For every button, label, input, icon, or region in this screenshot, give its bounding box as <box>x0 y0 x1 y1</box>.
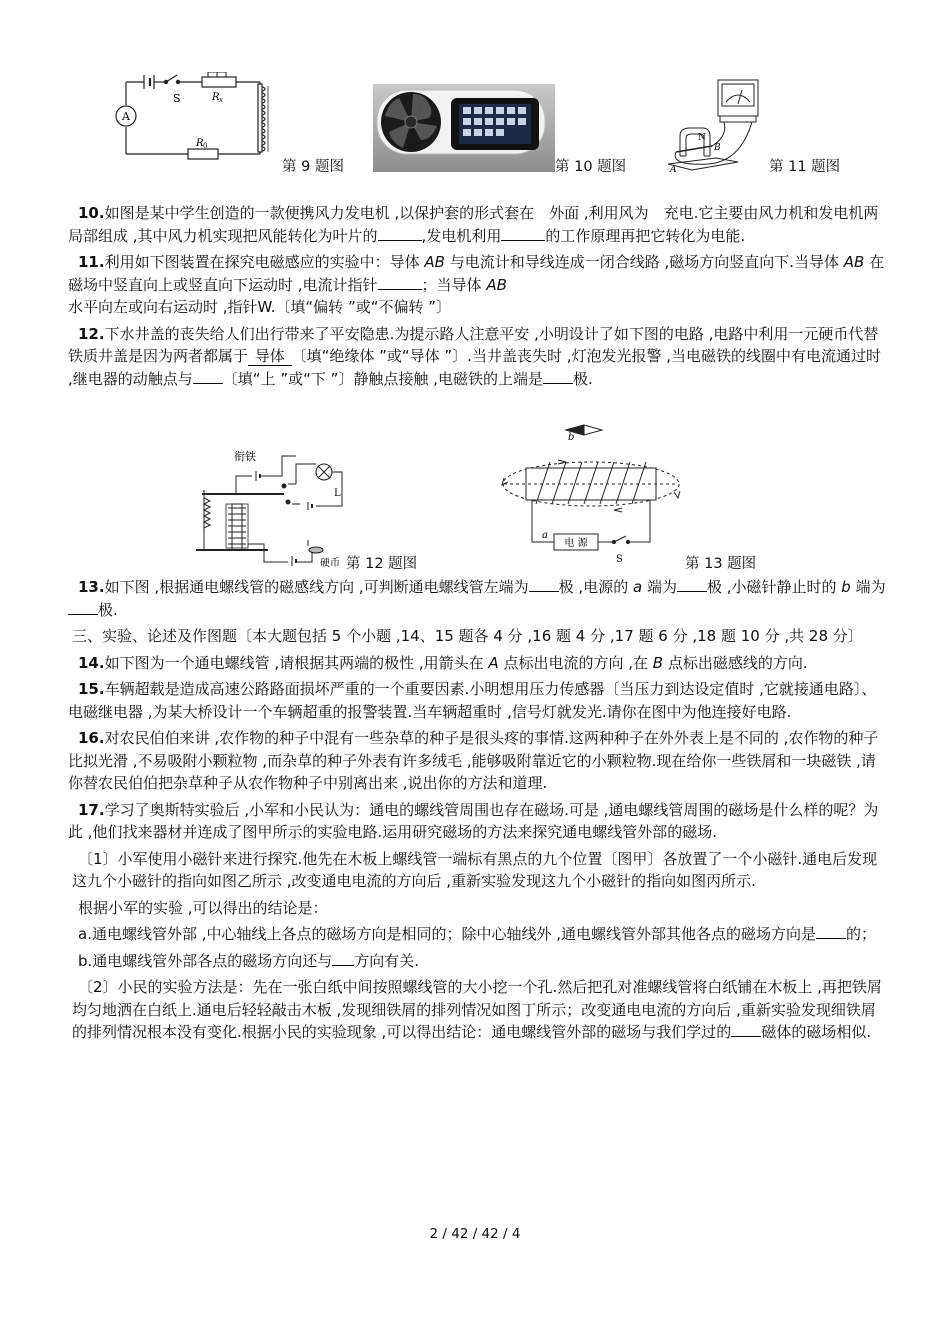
q17-number: 17. <box>78 800 105 819</box>
q17-blank-2[interactable] <box>731 1022 761 1037</box>
q11-ab-3: AB <box>486 275 507 294</box>
figure-12-relay-circuit <box>196 446 346 570</box>
figure-9-circuit <box>108 72 280 164</box>
q17-a-text-2: 的； <box>846 925 877 943</box>
q10-text-2: ,发电机利用 <box>421 226 502 245</box>
q16-number: 16. <box>78 729 105 747</box>
q17-a-text-1: a.通电螺线管外部 ,中心轴线上各点的磁场方向是相同的；除中心轴线外 ,通电螺线管外部其他各点的磁场方向是 <box>78 925 817 943</box>
q13-blank-2[interactable] <box>677 577 707 592</box>
figure-10-caption: 第 10 题图 <box>555 159 627 175</box>
figure-10-phone-wind-generator <box>373 84 555 172</box>
q12-blank-2[interactable] <box>543 369 573 384</box>
q17-part-2-text-1: 〔2〕小民的实验方法是：先在一张白纸中间按照螺线管的大小挖一个孔.然后把孔对准螺线管将白纸铺在木板上 ,再把铁屑均匀地洒在白纸上.通电后轻轻敲击木板 ,发现细铁屑的排列情况如图丁所示；改变通电电流的方向后 ,重新实验发现细铁屑的排列情况根本没有变化.根据小民的实验现象 ,可以得出结论：通电螺线管外部的磁场与我们学过的 <box>72 978 882 1041</box>
q13-text-6: 极. <box>98 600 118 619</box>
power-source-label: 电 源 <box>564 538 588 549</box>
q14-a: A <box>488 653 499 672</box>
coin-label: 硬币 <box>320 558 340 569</box>
ammeter-label: A <box>122 110 130 123</box>
question-11 <box>68 251 888 319</box>
figure-13-caption: 第 13 题图 <box>685 556 757 572</box>
figure-9-caption: 第 9 题图 <box>282 159 344 175</box>
q17-part-1: 〔1〕小军使用小磁针来进行探究.他先在木板上螺线管一端标有黑点的九个位置〔图甲〕各放置了一个小磁针.通电后发现这九个小磁针的指向如图乙所示 ,改变通电电流的方向后 ,重新实验发现这九个小磁针的指向如图丙所示. <box>72 849 878 890</box>
q13-number: 13. <box>78 578 105 596</box>
q11-text-3: 在磁场中竖直向上或竖直向下运动时 ,电流计指针 <box>68 253 885 294</box>
point-b-label: B <box>714 143 721 153</box>
q12-text-3: 〔填“上 ”或“下 ”〕静触点接触 ,电磁铁的上端是 <box>222 369 543 388</box>
q15-number: 15. <box>78 680 105 698</box>
r0-label: R <box>196 138 204 149</box>
q12-text-4: 极. <box>572 369 593 388</box>
q15-text: 车辆超载是造成高速公路路面损坏严重的一个重要因素.小明想用压力传感器〔当压力到达设定值时 ,它就接通电路〕、电磁继电器 ,为某大桥设计一个车辆超重的报警装置.当车辆超重时 ,信号灯就发光.请你在图中为他连接好电路. <box>68 680 877 721</box>
q10-blank-2[interactable] <box>501 226 545 241</box>
q16-text: 对农民伯伯来讲 ,农作物的种子中混有一些杂草的种子是很头疼的事情.这两种种子在外外表上是不同的 ,农作物的种子比拟光滑 ,不易吸附小颗粒物 ,而杂草的种子外表有许多绒毛 ,能够吸附靠近它的小颗粒物.现在给你一些铁屑和一块磁铁 ,请你替农民伯伯把杂草种子从农作物种子中别离出来 ,说出你的方法和道理. <box>68 729 879 792</box>
q13-a: a <box>632 578 643 596</box>
figure-11-induction-apparatus <box>668 76 768 174</box>
q12-filled-answer: 导体 <box>250 347 290 365</box>
q13-text-3: 端为 <box>642 578 677 596</box>
question-12 <box>68 323 888 391</box>
rx-subscript: x <box>219 96 223 104</box>
q11-text-5: 水平向左或向右运动时 ,指针W.〔填“偏转 ”或“不偏转 ”〕 <box>68 298 452 316</box>
rx-label: R <box>212 92 220 103</box>
q14-text-1: 如下图为一个通电螺线管 ,请根据其两端的极性 ,用箭头在 <box>104 653 489 672</box>
figure-13-solenoid-field <box>496 422 686 570</box>
point-a-label: A <box>670 165 677 174</box>
q12-blank-1[interactable] <box>193 369 223 384</box>
north-pole-label: N <box>698 133 706 143</box>
figure-11-caption: 第 11 题图 <box>769 159 841 175</box>
q13-blank-1[interactable] <box>529 577 559 592</box>
questions-lower <box>68 576 888 1048</box>
q11-number: 11. <box>78 253 105 271</box>
page-number: 2 / 42 / 42 / 4 <box>429 1226 521 1242</box>
r0-subscript: 0 <box>203 142 208 150</box>
q10-text-1: 如图是某中学生创造的一款便携风力发电机 ,以保护套的形式套在 外面 ,利用风为 充电.它主要由风力机和发电机两局部组成 ,其中风力机实现把风能转化为叶片的 <box>68 204 879 245</box>
q13-text-4: 极 ,小磁针静止时的 <box>706 578 842 596</box>
q10-text-3: 的工作原理再把它转化为电能. <box>545 226 746 245</box>
questions-upper <box>68 202 888 394</box>
q14-b: B <box>652 653 664 672</box>
question-10 <box>68 202 888 247</box>
q17-part-2-text-2: 磁体的磁场相似. <box>761 1023 872 1041</box>
q14-text-2: 点标出电流的方向 ,在 <box>498 653 653 672</box>
q11-ab-2: AB <box>843 253 865 271</box>
switch-label: S <box>173 92 181 105</box>
question-13 <box>68 576 888 621</box>
q17-conclusion-lead: 根据小军的实验 ,可以得出的结论是： <box>78 898 328 917</box>
q12-text-1: 下水井盖的丧失给人们出行带来了平安隐患.为提示路人注意平安 ,小明设计了如下图的电路 ,电路中利用一元硬币代替铁质井盖是因为两者都属于 <box>68 324 879 365</box>
q12-number: 12. <box>78 324 105 343</box>
question-15 <box>68 678 888 723</box>
q11-blank-1[interactable] <box>378 275 422 290</box>
q11-text-2: 与电流计和导线连成一闭合线路 ,磁场方向竖直向下.当导体 <box>444 253 844 271</box>
q17-intro: 学习了奥斯特实验后 ,小军和小民认为：通电的螺线管周围也存在磁场.可是 ,通电螺线管周围的磁场是什么样的呢？为此 ,他们找来器材并连成了图甲所示的实验电路.运用研究磁场的方法来探究通电螺线管外部的磁场. <box>68 800 879 841</box>
q13-b: b <box>841 578 851 596</box>
q12-text-2: 〔填“绝缘体 ”或“导体 ”〕.当井盖丧失时 ,灯泡发光报警 ,当电磁铁的线圈中有电流通过时 ,继电器的动触点与 <box>68 347 882 388</box>
armature-label: 衔铁 <box>234 450 256 463</box>
source-a-label: a <box>542 530 548 541</box>
q17-b-text-1: b.通电螺线管外部各点的磁场方向还与 <box>78 951 333 970</box>
q10-number: 10. <box>78 204 105 222</box>
q17-blank-b[interactable] <box>332 951 354 966</box>
q17-conclusion-a <box>72 923 888 946</box>
q13-text-2: 极 ,电源的 <box>558 578 633 596</box>
section-3-heading: 三、实验、论述及作图题〔本大题包括 5 个小题 ,14、15 题各 4 分 ,16 题 4 分 ,17 题 6 分 ,18 题 10 分 ,共 28 分〕 <box>72 627 863 645</box>
q11-ab-1: AB <box>424 253 445 271</box>
question-14 <box>68 652 888 675</box>
q10-blank-1[interactable] <box>378 226 422 241</box>
q14-text-3: 点标出磁感线的方向. <box>663 653 808 672</box>
figure-12-caption: 第 12 题图 <box>346 556 418 572</box>
question-17 <box>68 799 888 844</box>
q17-b-text-2: 方向有关. <box>354 951 420 970</box>
q13-text-1: 如下图 ,根据通电螺线管的磁感线方向 ,可判断通电螺线管左端为 <box>104 578 529 596</box>
switch-s-label: S <box>616 554 623 565</box>
q14-number: 14. <box>78 653 105 672</box>
lamp-label: L <box>334 488 341 499</box>
needle-b-label: b <box>568 432 575 443</box>
q11-text-4: ；当导体 <box>421 275 487 294</box>
q13-blank-3[interactable] <box>68 600 98 615</box>
question-16 <box>68 727 888 795</box>
q17-conclusion-b <box>72 950 888 973</box>
q17-part-2 <box>72 976 888 1044</box>
q11-text-1: 利用如下图装置在探究电磁感应的实验中：导体 <box>104 253 425 271</box>
q17-blank-a[interactable] <box>816 924 846 939</box>
q13-text-5: 端为 <box>850 578 886 596</box>
